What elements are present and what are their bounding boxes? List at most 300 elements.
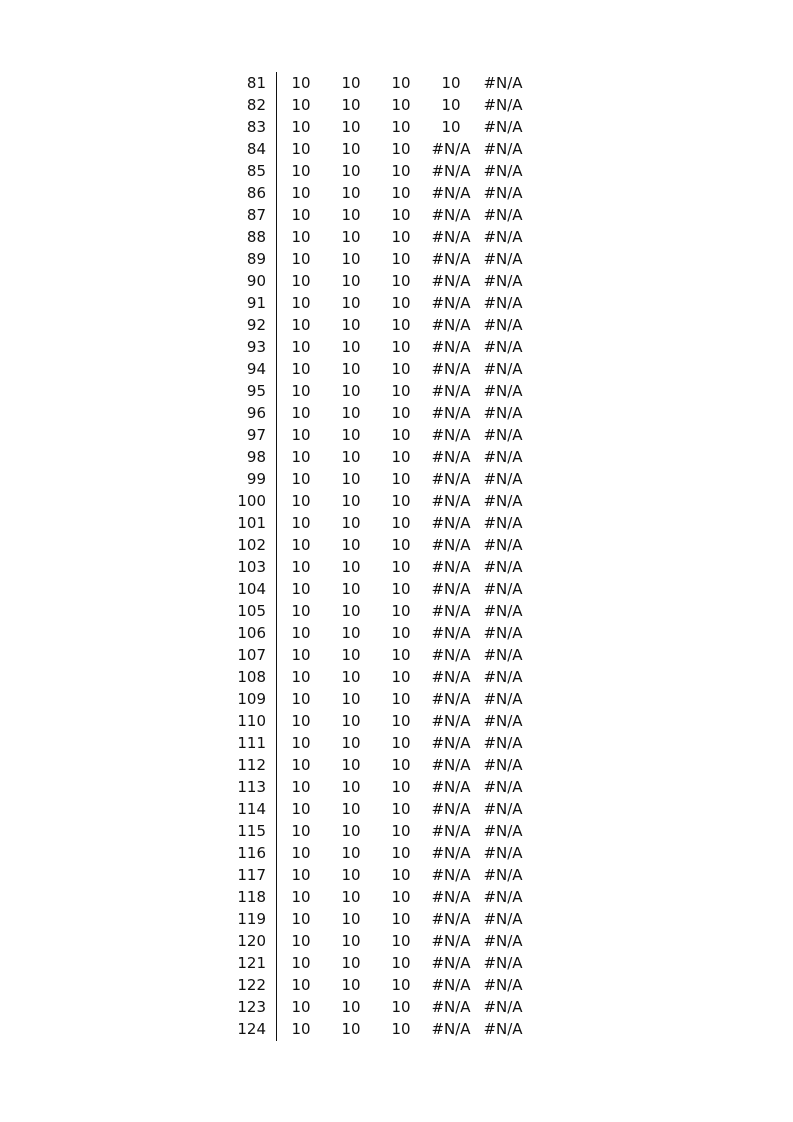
row-number: 85 bbox=[246, 162, 266, 180]
row-number: 107 bbox=[237, 646, 266, 664]
table-row bbox=[228, 402, 538, 424]
table-cell-col4: #N/A bbox=[431, 140, 471, 158]
table-row bbox=[228, 622, 538, 644]
table-cell-col5: #N/A bbox=[483, 910, 523, 928]
row-number: 84 bbox=[246, 140, 266, 158]
table-cell-col2: 10 bbox=[341, 426, 361, 444]
table-cell-col2: 10 bbox=[341, 492, 361, 510]
table-cell-col4: #N/A bbox=[431, 404, 471, 422]
table-row bbox=[228, 468, 538, 490]
table-row bbox=[228, 644, 538, 666]
table-cell-col1: 10 bbox=[291, 624, 311, 642]
table-cell-col2: 10 bbox=[341, 800, 361, 818]
table-cell-col5: #N/A bbox=[483, 492, 523, 510]
table-row bbox=[228, 380, 538, 402]
table-cell-col5: #N/A bbox=[483, 888, 523, 906]
table-cell-col5: #N/A bbox=[483, 646, 523, 664]
table-cell-col3: 10 bbox=[391, 426, 411, 444]
table-cell-col1: 10 bbox=[291, 382, 311, 400]
table-cell-col1: 10 bbox=[291, 954, 311, 972]
table-cell-col5: #N/A bbox=[483, 74, 523, 92]
table-cell-col5: #N/A bbox=[483, 118, 523, 136]
table-row bbox=[228, 292, 538, 314]
row-number: 95 bbox=[246, 382, 266, 400]
table-cell-col3: 10 bbox=[391, 536, 411, 554]
table-cell-col4: #N/A bbox=[431, 514, 471, 532]
table-cell-col5: #N/A bbox=[483, 558, 523, 576]
table-cell-col4: #N/A bbox=[431, 668, 471, 686]
table-cell-col1: 10 bbox=[291, 976, 311, 994]
row-number: 100 bbox=[237, 492, 266, 510]
table-cell-col4: #N/A bbox=[431, 382, 471, 400]
table-cell-col2: 10 bbox=[341, 690, 361, 708]
table-cell-col3: 10 bbox=[391, 316, 411, 334]
table-row bbox=[228, 248, 538, 270]
row-number: 93 bbox=[246, 338, 266, 356]
row-number: 115 bbox=[237, 822, 266, 840]
table-row bbox=[228, 732, 538, 754]
table-cell-col4: #N/A bbox=[431, 778, 471, 796]
table-cell-col3: 10 bbox=[391, 206, 411, 224]
table-cell-col2: 10 bbox=[341, 778, 361, 796]
table-cell-col3: 10 bbox=[391, 184, 411, 202]
table-cell-col5: #N/A bbox=[483, 294, 523, 312]
table-cell-col4: #N/A bbox=[431, 184, 471, 202]
row-number: 120 bbox=[237, 932, 266, 950]
table-cell-col3: 10 bbox=[391, 272, 411, 290]
table-cell-col1: 10 bbox=[291, 998, 311, 1016]
table-cell-col1: 10 bbox=[291, 470, 311, 488]
table-cell-col5: #N/A bbox=[483, 250, 523, 268]
table-row bbox=[228, 182, 538, 204]
table-cell-col2: 10 bbox=[341, 558, 361, 576]
table-cell-col1: 10 bbox=[291, 778, 311, 796]
table-cell-col4: #N/A bbox=[431, 448, 471, 466]
table-cell-col2: 10 bbox=[341, 162, 361, 180]
table-cell-col5: #N/A bbox=[483, 96, 523, 114]
table-cell-col1: 10 bbox=[291, 426, 311, 444]
table-cell-col1: 10 bbox=[291, 250, 311, 268]
table-cell-col2: 10 bbox=[341, 404, 361, 422]
table-cell-col3: 10 bbox=[391, 228, 411, 246]
table-cell-col4: #N/A bbox=[431, 536, 471, 554]
table-cell-col4: #N/A bbox=[431, 800, 471, 818]
table-cell-col3: 10 bbox=[391, 338, 411, 356]
table-cell-col3: 10 bbox=[391, 954, 411, 972]
row-number: 83 bbox=[246, 118, 266, 136]
row-number: 87 bbox=[246, 206, 266, 224]
table-cell-col3: 10 bbox=[391, 932, 411, 950]
table-cell-col4: #N/A bbox=[431, 954, 471, 972]
table-row bbox=[228, 600, 538, 622]
table-cell-col4: #N/A bbox=[431, 998, 471, 1016]
table-row bbox=[228, 952, 538, 974]
row-number: 116 bbox=[237, 844, 266, 862]
row-number: 92 bbox=[246, 316, 266, 334]
table-cell-col1: 10 bbox=[291, 800, 311, 818]
table-cell-col2: 10 bbox=[341, 272, 361, 290]
table-cell-col4: #N/A bbox=[431, 602, 471, 620]
table-cell-col5: #N/A bbox=[483, 404, 523, 422]
table-cell-col3: 10 bbox=[391, 470, 411, 488]
table-cell-col3: 10 bbox=[391, 976, 411, 994]
table-cell-col5: #N/A bbox=[483, 162, 523, 180]
table-cell-col5: #N/A bbox=[483, 866, 523, 884]
table-row bbox=[228, 336, 538, 358]
row-number: 91 bbox=[246, 294, 266, 312]
table-cell-col4: #N/A bbox=[431, 162, 471, 180]
table-row bbox=[228, 358, 538, 380]
row-number: 99 bbox=[246, 470, 266, 488]
table-cell-col3: 10 bbox=[391, 822, 411, 840]
row-number: 122 bbox=[237, 976, 266, 994]
table-cell-col3: 10 bbox=[391, 74, 411, 92]
table-cell-col2: 10 bbox=[341, 976, 361, 994]
table-cell-col3: 10 bbox=[391, 602, 411, 620]
table-row bbox=[228, 886, 538, 908]
table-cell-col2: 10 bbox=[341, 74, 361, 92]
table-cell-col3: 10 bbox=[391, 910, 411, 928]
table-cell-col5: #N/A bbox=[483, 514, 523, 532]
table-cell-col3: 10 bbox=[391, 382, 411, 400]
table-cell-col3: 10 bbox=[391, 734, 411, 752]
table-cell-col4: 10 bbox=[441, 96, 461, 114]
table-cell-col1: 10 bbox=[291, 360, 311, 378]
row-number: 123 bbox=[237, 998, 266, 1016]
table-cell-col1: 10 bbox=[291, 272, 311, 290]
table-cell-col4: #N/A bbox=[431, 250, 471, 268]
table-row bbox=[228, 930, 538, 952]
table-row bbox=[228, 138, 538, 160]
row-number: 119 bbox=[237, 910, 266, 928]
table-cell-col2: 10 bbox=[341, 514, 361, 532]
table-cell-col2: 10 bbox=[341, 536, 361, 554]
table-row bbox=[228, 798, 538, 820]
table-cell-col4: #N/A bbox=[431, 712, 471, 730]
table-row bbox=[228, 776, 538, 798]
table-row bbox=[228, 160, 538, 182]
table-cell-col1: 10 bbox=[291, 162, 311, 180]
table-cell-col4: #N/A bbox=[431, 558, 471, 576]
table-cell-col3: 10 bbox=[391, 1020, 411, 1038]
table-cell-col2: 10 bbox=[341, 1020, 361, 1038]
table-cell-col5: #N/A bbox=[483, 140, 523, 158]
table-cell-col2: 10 bbox=[341, 734, 361, 752]
table-cell-col3: 10 bbox=[391, 668, 411, 686]
table-cell-col2: 10 bbox=[341, 998, 361, 1016]
table-cell-col4: #N/A bbox=[431, 822, 471, 840]
table-cell-col1: 10 bbox=[291, 228, 311, 246]
table-cell-col4: #N/A bbox=[431, 470, 471, 488]
table-cell-col5: #N/A bbox=[483, 822, 523, 840]
table-cell-col1: 10 bbox=[291, 888, 311, 906]
table-cell-col5: #N/A bbox=[483, 668, 523, 686]
table-cell-col3: 10 bbox=[391, 294, 411, 312]
table-cell-col3: 10 bbox=[391, 492, 411, 510]
table-cell-col2: 10 bbox=[341, 756, 361, 774]
table-cell-col5: #N/A bbox=[483, 338, 523, 356]
table-cell-col1: 10 bbox=[291, 338, 311, 356]
table-cell-col3: 10 bbox=[391, 140, 411, 158]
table-cell-col3: 10 bbox=[391, 712, 411, 730]
table-cell-col2: 10 bbox=[341, 228, 361, 246]
table-cell-col1: 10 bbox=[291, 756, 311, 774]
row-number: 102 bbox=[237, 536, 266, 554]
table-cell-col3: 10 bbox=[391, 580, 411, 598]
table-cell-col2: 10 bbox=[341, 470, 361, 488]
table-cell-col2: 10 bbox=[341, 888, 361, 906]
table-cell-col3: 10 bbox=[391, 690, 411, 708]
table-cell-col2: 10 bbox=[341, 96, 361, 114]
table-cell-col1: 10 bbox=[291, 866, 311, 884]
table-cell-col2: 10 bbox=[341, 932, 361, 950]
table-cell-col4: #N/A bbox=[431, 976, 471, 994]
table-row bbox=[228, 270, 538, 292]
table-cell-col4: #N/A bbox=[431, 844, 471, 862]
table-row bbox=[228, 94, 538, 116]
table-row bbox=[228, 424, 538, 446]
row-number: 111 bbox=[237, 734, 266, 752]
row-number: 124 bbox=[237, 1020, 266, 1038]
table-row bbox=[228, 1018, 538, 1040]
row-number: 96 bbox=[246, 404, 266, 422]
table-cell-col5: #N/A bbox=[483, 800, 523, 818]
table-cell-col1: 10 bbox=[291, 602, 311, 620]
table-cell-col1: 10 bbox=[291, 690, 311, 708]
table-cell-col4: #N/A bbox=[431, 734, 471, 752]
row-number: 88 bbox=[246, 228, 266, 246]
table-cell-col4: #N/A bbox=[431, 910, 471, 928]
row-number: 121 bbox=[237, 954, 266, 972]
table-cell-col4: #N/A bbox=[431, 228, 471, 246]
table-cell-col2: 10 bbox=[341, 646, 361, 664]
table-cell-col3: 10 bbox=[391, 778, 411, 796]
table-cell-col1: 10 bbox=[291, 712, 311, 730]
table-cell-col2: 10 bbox=[341, 910, 361, 928]
table-cell-col5: #N/A bbox=[483, 206, 523, 224]
row-number: 108 bbox=[237, 668, 266, 686]
table-row bbox=[228, 446, 538, 468]
table-cell-col4: #N/A bbox=[431, 338, 471, 356]
table-cell-col5: #N/A bbox=[483, 690, 523, 708]
table-cell-col5: #N/A bbox=[483, 602, 523, 620]
table-cell-col2: 10 bbox=[341, 118, 361, 136]
table-cell-col2: 10 bbox=[341, 624, 361, 642]
table-cell-col3: 10 bbox=[391, 756, 411, 774]
table-cell-col2: 10 bbox=[341, 360, 361, 378]
table-cell-col5: #N/A bbox=[483, 1020, 523, 1038]
table-cell-col3: 10 bbox=[391, 888, 411, 906]
table-cell-col2: 10 bbox=[341, 338, 361, 356]
row-number: 106 bbox=[237, 624, 266, 642]
table-cell-col1: 10 bbox=[291, 910, 311, 928]
table-cell-col5: #N/A bbox=[483, 470, 523, 488]
table-cell-col4: #N/A bbox=[431, 866, 471, 884]
row-number: 94 bbox=[246, 360, 266, 378]
table-cell-col1: 10 bbox=[291, 822, 311, 840]
table-cell-col1: 10 bbox=[291, 734, 311, 752]
table-cell-col2: 10 bbox=[341, 580, 361, 598]
table-cell-col4: #N/A bbox=[431, 206, 471, 224]
row-number: 86 bbox=[246, 184, 266, 202]
table-cell-col4: #N/A bbox=[431, 272, 471, 290]
table-cell-col4: #N/A bbox=[431, 932, 471, 950]
table-cell-col3: 10 bbox=[391, 800, 411, 818]
row-number: 117 bbox=[237, 866, 266, 884]
table-cell-col2: 10 bbox=[341, 382, 361, 400]
row-number: 112 bbox=[237, 756, 266, 774]
table-cell-col3: 10 bbox=[391, 646, 411, 664]
table-cell-col4: #N/A bbox=[431, 756, 471, 774]
table-cell-col1: 10 bbox=[291, 558, 311, 576]
table-cell-col3: 10 bbox=[391, 118, 411, 136]
table-row bbox=[228, 666, 538, 688]
table-cell-col4: #N/A bbox=[431, 624, 471, 642]
row-number: 89 bbox=[246, 250, 266, 268]
table-row bbox=[228, 226, 538, 248]
table-cell-col1: 10 bbox=[291, 580, 311, 598]
table-cell-col2: 10 bbox=[341, 206, 361, 224]
table-row bbox=[228, 996, 538, 1018]
row-number: 109 bbox=[237, 690, 266, 708]
table-cell-col5: #N/A bbox=[483, 712, 523, 730]
row-number: 113 bbox=[237, 778, 266, 796]
table-cell-col1: 10 bbox=[291, 492, 311, 510]
row-number: 97 bbox=[246, 426, 266, 444]
table-cell-col1: 10 bbox=[291, 206, 311, 224]
table-cell-col1: 10 bbox=[291, 184, 311, 202]
table-cell-col5: #N/A bbox=[483, 382, 523, 400]
table-cell-col3: 10 bbox=[391, 250, 411, 268]
table-cell-col4: #N/A bbox=[431, 1020, 471, 1038]
table-cell-col3: 10 bbox=[391, 448, 411, 466]
row-number: 82 bbox=[246, 96, 266, 114]
table-cell-col5: #N/A bbox=[483, 844, 523, 862]
table-row bbox=[228, 974, 538, 996]
table-cell-col4: #N/A bbox=[431, 690, 471, 708]
table-row bbox=[228, 864, 538, 886]
table-row bbox=[228, 72, 538, 94]
table-cell-col3: 10 bbox=[391, 624, 411, 642]
table-cell-col3: 10 bbox=[391, 162, 411, 180]
table-cell-col4: #N/A bbox=[431, 492, 471, 510]
table-cell-col1: 10 bbox=[291, 514, 311, 532]
table-cell-col5: #N/A bbox=[483, 734, 523, 752]
table-row bbox=[228, 490, 538, 512]
table-cell-col4: 10 bbox=[441, 118, 461, 136]
row-number: 118 bbox=[237, 888, 266, 906]
table-cell-col1: 10 bbox=[291, 404, 311, 422]
table-cell-col1: 10 bbox=[291, 316, 311, 334]
row-number: 110 bbox=[237, 712, 266, 730]
table-cell-col3: 10 bbox=[391, 998, 411, 1016]
table-cell-col1: 10 bbox=[291, 844, 311, 862]
table-row bbox=[228, 688, 538, 710]
table-cell-col4: 10 bbox=[441, 74, 461, 92]
table-cell-col5: #N/A bbox=[483, 426, 523, 444]
table-cell-col5: #N/A bbox=[483, 580, 523, 598]
table-row bbox=[228, 908, 538, 930]
data-table bbox=[228, 72, 538, 1040]
table-cell-col4: #N/A bbox=[431, 888, 471, 906]
table-cell-col3: 10 bbox=[391, 844, 411, 862]
table-cell-col2: 10 bbox=[341, 866, 361, 884]
table-cell-col1: 10 bbox=[291, 118, 311, 136]
table-cell-col4: #N/A bbox=[431, 426, 471, 444]
table-row bbox=[228, 578, 538, 600]
row-number: 104 bbox=[237, 580, 266, 598]
table-row bbox=[228, 754, 538, 776]
table-cell-col5: #N/A bbox=[483, 228, 523, 246]
table-cell-col1: 10 bbox=[291, 448, 311, 466]
table-cell-col4: #N/A bbox=[431, 580, 471, 598]
row-number: 90 bbox=[246, 272, 266, 290]
table-cell-col1: 10 bbox=[291, 74, 311, 92]
table-cell-col3: 10 bbox=[391, 96, 411, 114]
table-cell-col2: 10 bbox=[341, 316, 361, 334]
table-row bbox=[228, 710, 538, 732]
table-cell-col5: #N/A bbox=[483, 976, 523, 994]
table-cell-col1: 10 bbox=[291, 294, 311, 312]
table-cell-col1: 10 bbox=[291, 1020, 311, 1038]
table-cell-col5: #N/A bbox=[483, 932, 523, 950]
table-cell-col1: 10 bbox=[291, 668, 311, 686]
table-cell-col5: #N/A bbox=[483, 954, 523, 972]
table-cell-col2: 10 bbox=[341, 602, 361, 620]
table-cell-col5: #N/A bbox=[483, 756, 523, 774]
table-cell-col3: 10 bbox=[391, 514, 411, 532]
table-cell-col2: 10 bbox=[341, 184, 361, 202]
table-cell-col1: 10 bbox=[291, 646, 311, 664]
table-cell-col2: 10 bbox=[341, 954, 361, 972]
row-number: 114 bbox=[237, 800, 266, 818]
table-cell-col1: 10 bbox=[291, 536, 311, 554]
table-cell-col2: 10 bbox=[341, 448, 361, 466]
table-cell-col4: #N/A bbox=[431, 294, 471, 312]
table-cell-col5: #N/A bbox=[483, 624, 523, 642]
table-cell-col4: #N/A bbox=[431, 360, 471, 378]
row-number: 98 bbox=[246, 448, 266, 466]
row-number: 81 bbox=[246, 74, 266, 92]
table-cell-col2: 10 bbox=[341, 844, 361, 862]
row-number: 105 bbox=[237, 602, 266, 620]
table-cell-col2: 10 bbox=[341, 712, 361, 730]
table-cell-col5: #N/A bbox=[483, 448, 523, 466]
table-cell-col5: #N/A bbox=[483, 316, 523, 334]
table-row bbox=[228, 116, 538, 138]
table-cell-col3: 10 bbox=[391, 360, 411, 378]
table-row bbox=[228, 314, 538, 336]
table-row bbox=[228, 204, 538, 226]
table-cell-col5: #N/A bbox=[483, 272, 523, 290]
table-cell-col2: 10 bbox=[341, 140, 361, 158]
table-cell-col4: #N/A bbox=[431, 646, 471, 664]
table-cell-col2: 10 bbox=[341, 250, 361, 268]
row-number: 101 bbox=[237, 514, 266, 532]
table-cell-col2: 10 bbox=[341, 294, 361, 312]
table-cell-col3: 10 bbox=[391, 404, 411, 422]
table-cell-col3: 10 bbox=[391, 558, 411, 576]
row-number: 103 bbox=[237, 558, 266, 576]
table-cell-col5: #N/A bbox=[483, 536, 523, 554]
table-row bbox=[228, 820, 538, 842]
table-cell-col5: #N/A bbox=[483, 778, 523, 796]
table-row bbox=[228, 556, 538, 578]
table-cell-col4: #N/A bbox=[431, 316, 471, 334]
table-cell-col1: 10 bbox=[291, 932, 311, 950]
table-cell-col5: #N/A bbox=[483, 998, 523, 1016]
table-row bbox=[228, 512, 538, 534]
